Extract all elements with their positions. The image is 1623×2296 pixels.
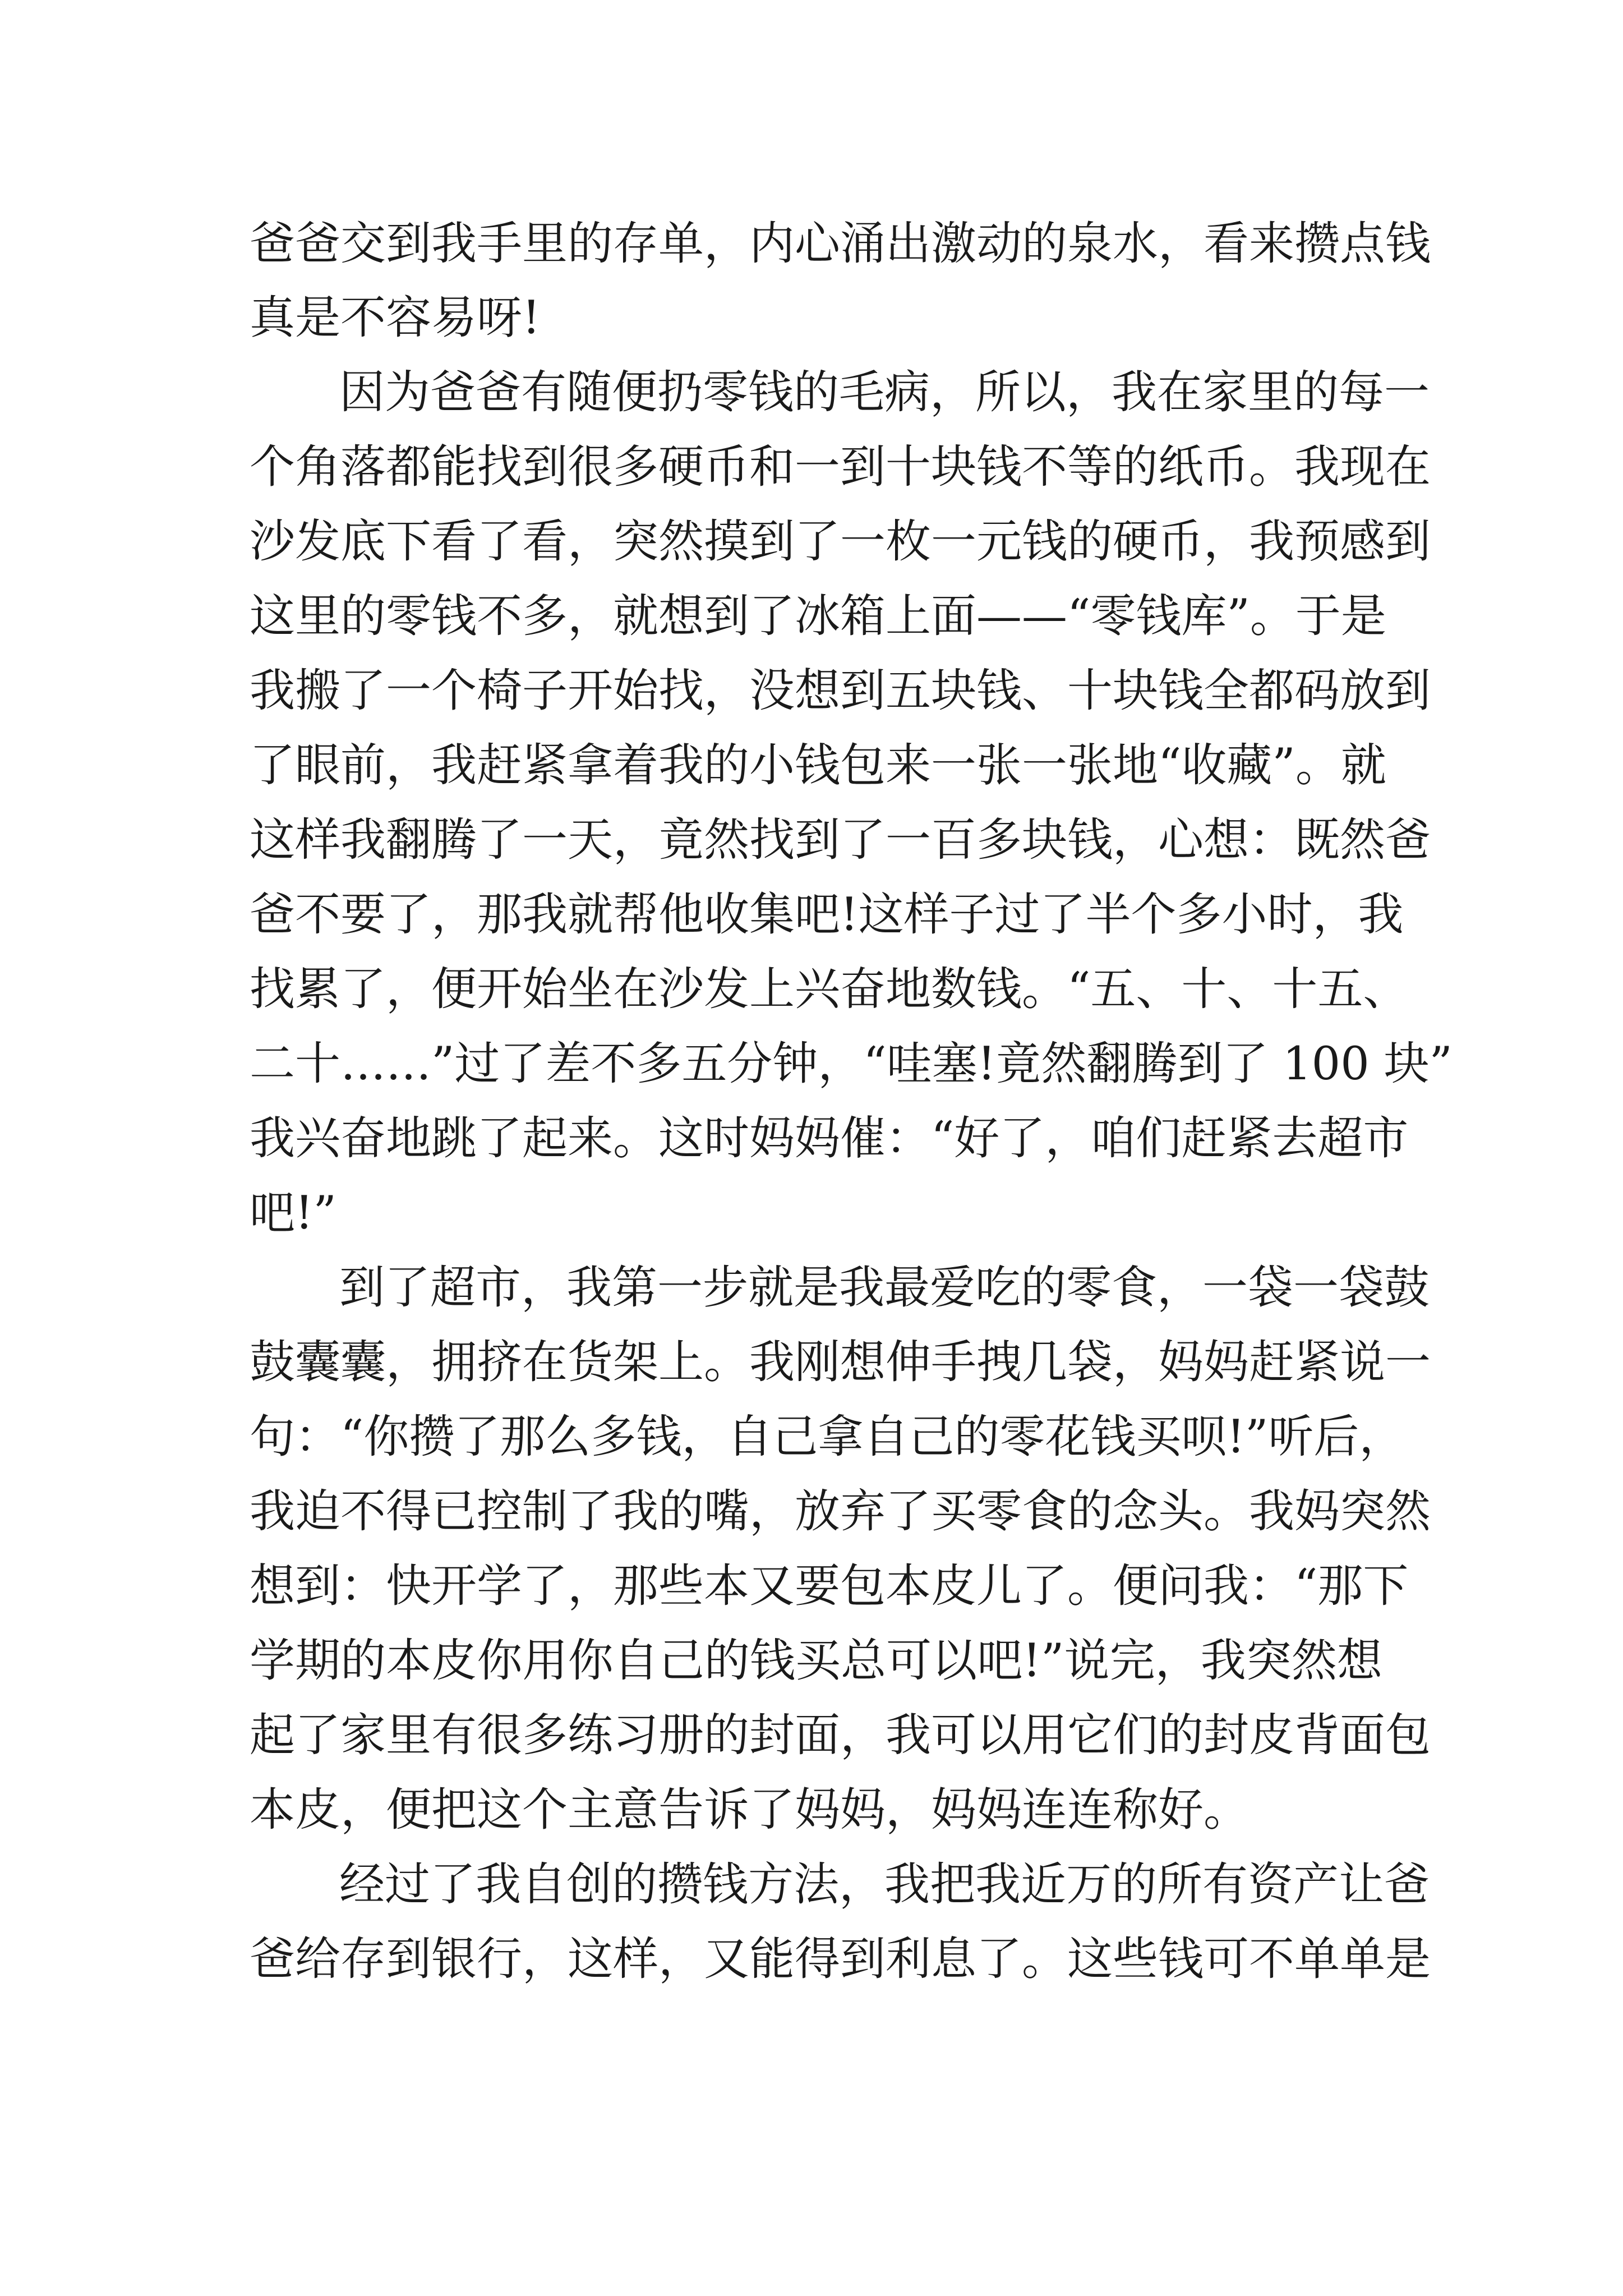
- text-line: 本皮，便把这个主意告诉了妈妈，妈妈连连称好。: [250, 1784, 1249, 1837]
- text-line: 沙发底下看了看，突然摸到了一枚一元钱的硬币，我预感到: [250, 516, 1431, 568]
- paragraph-start-line: 因为爸爸有随便扔零钱的毛病，所以，我在家里的每一: [339, 366, 1430, 419]
- text-line: 找累了，便开始坐在沙发上兴奋地数钱。“五、十、十五、: [250, 963, 1409, 1016]
- text-line: 我迫不得已控制了我的嘴，放弃了买零食的念头。我妈突然: [250, 1485, 1431, 1538]
- text-line: 我兴奋地跳了起来。这时妈妈催：“好了，咱们赶紧去超市: [250, 1112, 1409, 1165]
- text-line: 二十……”过了差不多五分钟，“哇塞!竟然翻腾到了 100 块”: [250, 1038, 1453, 1091]
- text-line: 爸爸交到我手里的存单，内心涌出激动的泉水，看来攒点钱: [250, 218, 1431, 270]
- text-line: 吧!”: [250, 1187, 336, 1240]
- text-line: 爸给存到银行，这样，又能得到利息了。这些钱可不单单是: [250, 1933, 1431, 1986]
- text-line: 起了家里有很多练习册的封面，我可以用它们的封皮背面包: [250, 1709, 1431, 1762]
- text-line: 想到：快开学了，那些本又要包本皮儿了。便问我：“那下: [250, 1560, 1409, 1613]
- paragraph-start-line: 到了超市，我第一步就是我最爱吃的零食，一袋一袋鼓: [339, 1262, 1430, 1314]
- paragraph-start-line: 经过了我自创的攒钱方法，我把我近万的所有资产让爸: [339, 1858, 1430, 1911]
- text-line: 了眼前，我赶紧拿着我的小钱包来一张一张地“收藏”。就: [250, 739, 1386, 792]
- text-line: 学期的本皮你用你自己的钱买总可以吧!”说完，我突然想: [250, 1635, 1382, 1687]
- text-line: 这样我翻腾了一天，竟然找到了一百多块钱，心想：既然爸: [250, 814, 1431, 867]
- text-line: 句：“你攒了那么多钱，自己拿自己的零花钱买呗!”听后，: [250, 1411, 1405, 1464]
- text-line: 个角落都能找到很多硬币和一到十块钱不等的纸币。我现在: [250, 441, 1431, 494]
- text-line: 这里的零钱不多，就想到了冰箱上面——“零钱库”。于是: [250, 590, 1386, 643]
- text-line: 爸不要了，那我就帮他收集吧!这样子过了半个多小时，我: [250, 889, 1404, 941]
- text-line: 我搬了一个椅子开始找，没想到五块钱、十块钱全都码放到: [250, 665, 1431, 717]
- text-line: 鼓囊囊，拥挤在货架上。我刚想伸手拽几袋，妈妈赶紧说一: [250, 1336, 1431, 1389]
- text-line: 真是不容易呀!: [250, 292, 541, 344]
